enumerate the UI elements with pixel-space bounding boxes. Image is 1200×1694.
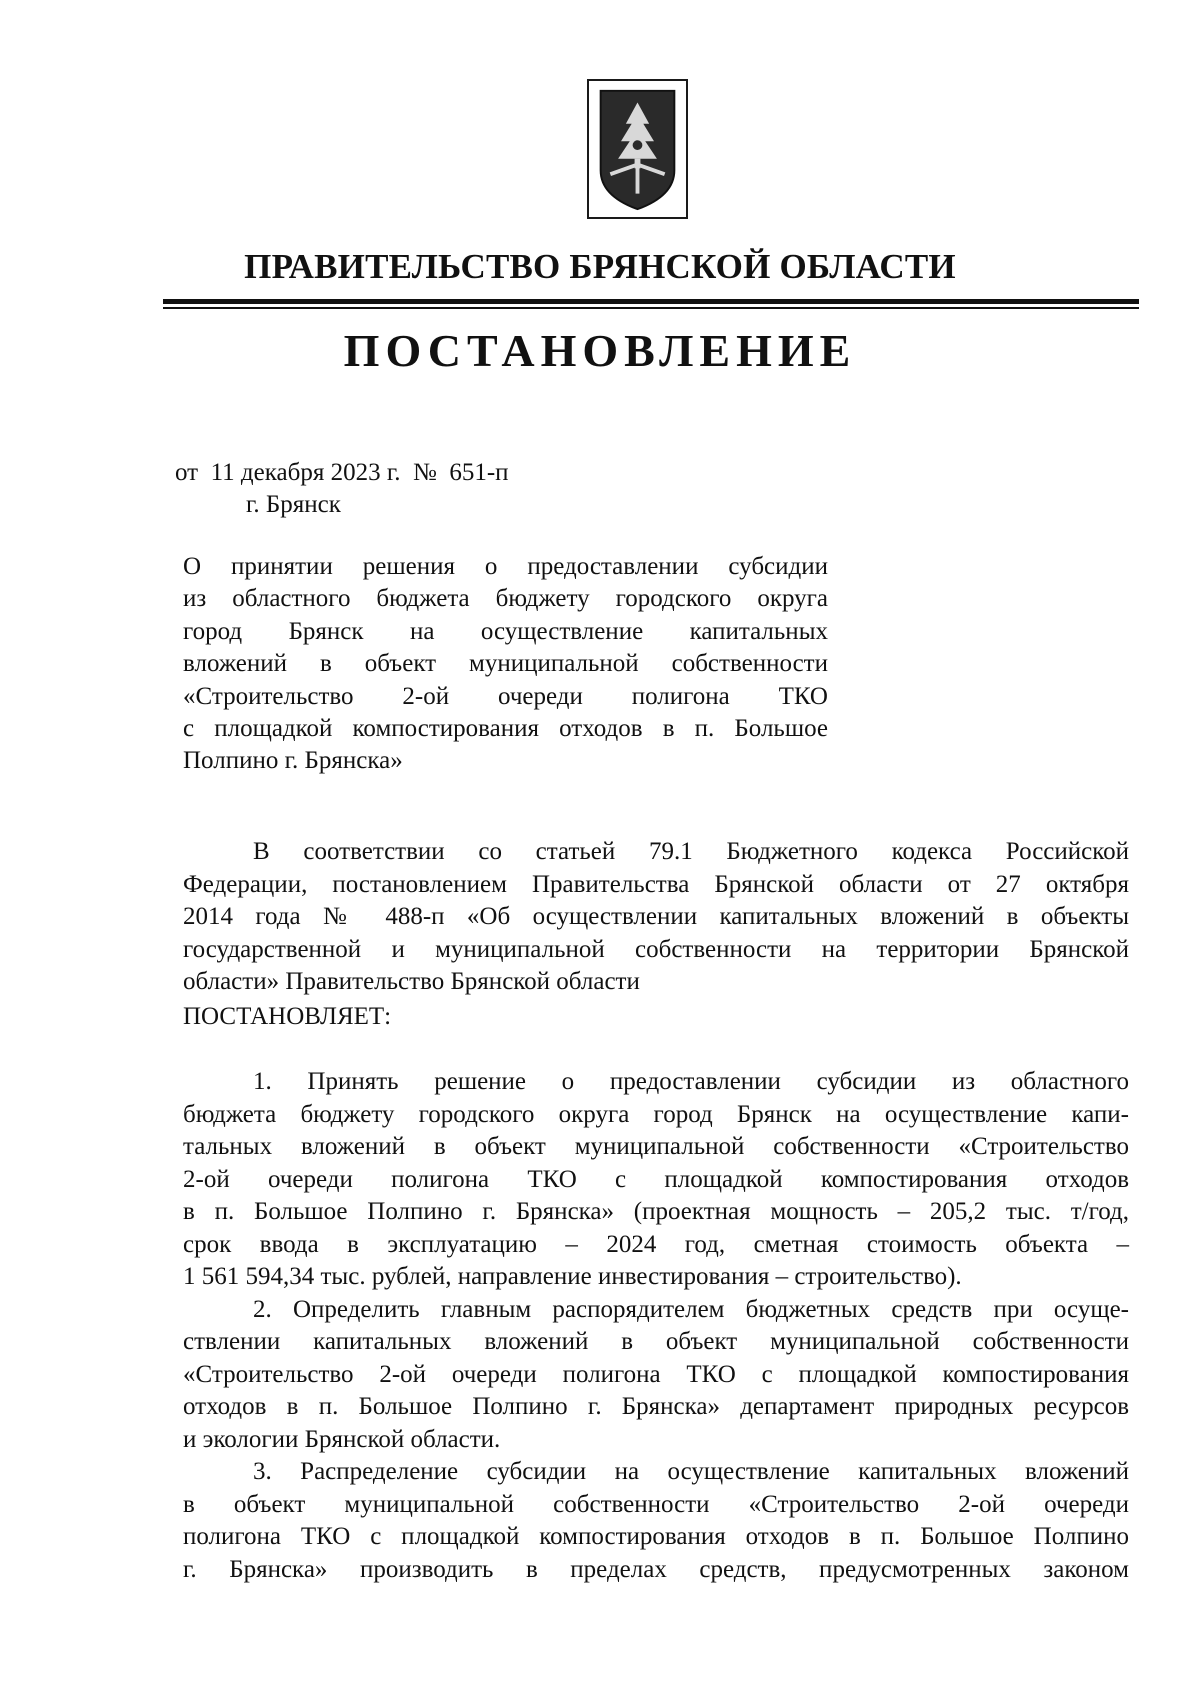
item-line: бюджета бюджету городского округа город Брянск на осуществление капи- (183, 1100, 1129, 1128)
item-line: в объект муниципальной собственности «Строительство 2-ой очереди (183, 1490, 1129, 1518)
item-line: отходов в п. Большое Полпино г. Брянска» департамент природных ресурсов (183, 1393, 1129, 1420)
preamble-line: области» Правительство Брянской области (183, 968, 640, 995)
item-line: 3. Распределение субсидии на осуществление капитальных вложений (253, 1458, 1129, 1485)
item-line: срок ввода в эксплуатацию – 2024 год, сметная стоимость объекта – (183, 1230, 1129, 1258)
item-line: 1. Принять решение о предоставлении субсидии из областного (253, 1068, 1129, 1095)
header-rule-thick (163, 299, 1139, 304)
preamble-line: 2014 года № 488-п «Об осуществлении капитальных вложений в объекты (183, 903, 1129, 930)
resolution-items (183, 1066, 1129, 1586)
preamble-paragraph (183, 836, 1129, 999)
item-line: тальных вложений в объект муниципальной собственности «Строительство (183, 1133, 1129, 1160)
document-city: г. Брянск (246, 491, 341, 518)
item-line: 2-ой очереди полигона ТКО с площадкой компостирования отходов (183, 1165, 1129, 1193)
preamble-line: государственной и муниципальной собственности на территории Брянской (183, 935, 1129, 963)
resolution-item-2 (183, 1294, 1129, 1457)
item-line: 1 561 594,34 тыс. рублей, направление инвестирования – строительство). (183, 1263, 962, 1290)
item-line: «Строительство 2-ой очереди полигона ТКО с площадкой компостирования (183, 1360, 1129, 1388)
item-line: 2. Определить главным распорядителем бюджетных средств при осуще- (253, 1295, 1129, 1323)
resolves-heading (183, 1001, 1129, 1034)
subject-line: Полпино г. Брянска» (183, 747, 403, 775)
coat-of-arms-icon (587, 79, 688, 219)
document-type-title: ПОСТАНОВЛЕНИЕ (343, 325, 857, 376)
subject-line: О принятии решения о предоставлении субсидии (183, 553, 828, 580)
government-title: ПРАВИТЕЛЬСТВО БРЯНСКОЙ ОБЛАСТИ (244, 247, 956, 286)
subject-line: город Брянск на осуществление капитальных (183, 617, 828, 645)
item-line: ствлении капитальных вложений в объект муниципальной собственности (183, 1328, 1129, 1355)
preamble-line: Федерации, постановлением Правительства Брянской области от 27 октября (183, 870, 1129, 898)
subject-line: вложений в объект муниципальной собственности (183, 650, 828, 678)
item-line: полигона ТКО с площадкой компостирования отходов в п. Большое Полпино (183, 1523, 1129, 1550)
preamble-line: В соответствии со статьей 79.1 Бюджетного кодекса Российской (253, 838, 1129, 865)
resolution-item-1 (183, 1066, 1129, 1294)
subject-line: из областного бюджета бюджету городского округа (183, 585, 828, 613)
item-line: и экологии Брянской области. (183, 1425, 501, 1453)
item-line: г. Брянска» производить в пределах средств, предусмотренных законом (183, 1555, 1129, 1583)
subject-line: с площадкой компостирования отходов в п. Большое (183, 715, 828, 743)
document-date-number: от 11 декабря 2023 г. № 651-п (175, 459, 509, 486)
header-rule-thin (163, 307, 1139, 309)
resolution-item-3 (183, 1456, 1129, 1586)
resolves-text: ПОСТАНОВЛЯЕТ: (183, 1003, 392, 1030)
item-line: в п. Большое Полпино г. Брянска» (проектная мощность – 205,2 тыс. т/год, (183, 1198, 1129, 1225)
subject-line: «Строительство 2-ой очереди полигона ТКО (183, 682, 828, 710)
document-subject (183, 551, 828, 778)
